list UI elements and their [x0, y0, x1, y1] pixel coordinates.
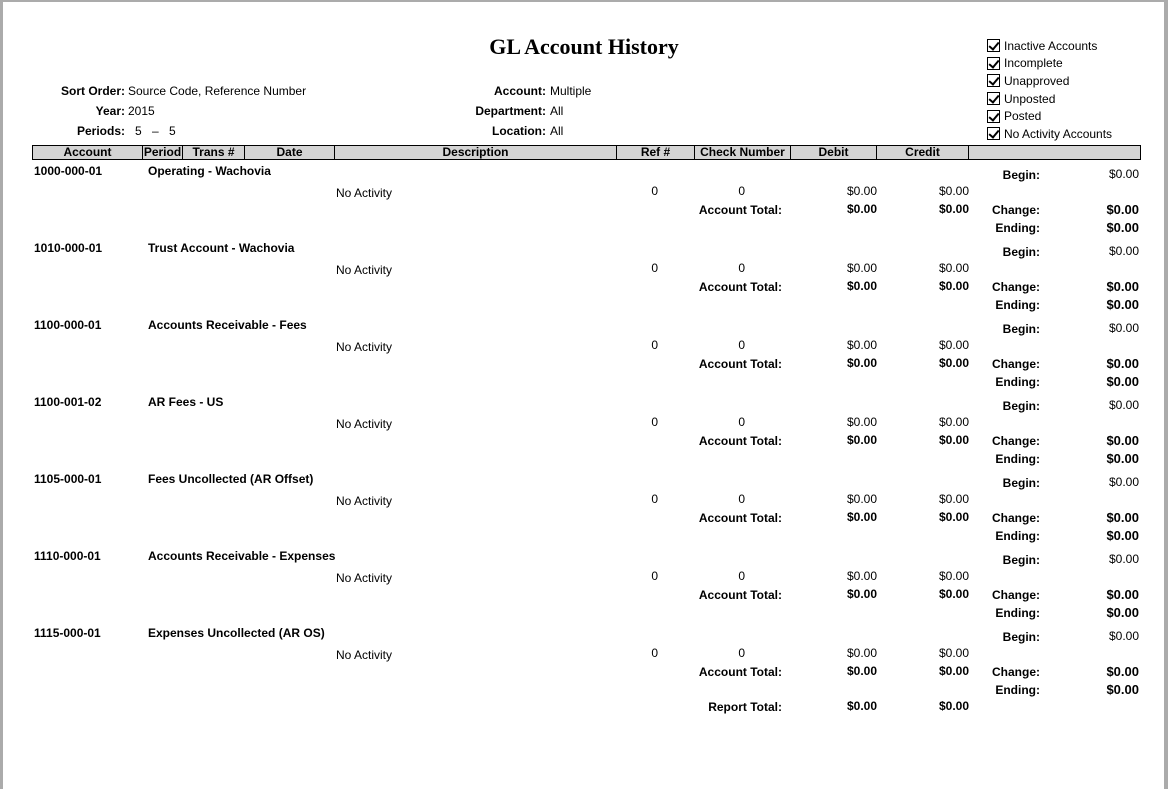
activity-text: No Activity [336, 648, 393, 662]
begin-label: Begin: [1002, 553, 1040, 567]
change-value: $0.00 [1106, 510, 1139, 525]
account-name: AR Fees - US [148, 395, 224, 409]
activity-text: No Activity [336, 340, 393, 354]
account-block [0, 471, 1168, 548]
department-value: All [550, 104, 564, 118]
begin-value: $0.00 [1108, 167, 1139, 181]
change-value: $0.00 [1106, 202, 1139, 217]
account-total-debit: $0.00 [846, 356, 877, 370]
filter-label: No Activity Accounts [1004, 126, 1113, 141]
filter-label: Posted [1004, 109, 1042, 124]
periods-label: Periods: [76, 124, 125, 138]
account-total-label: Account Total: [698, 665, 782, 679]
check-number-value: 0 [738, 646, 745, 660]
begin-value: $0.00 [1108, 629, 1139, 643]
ending-label: Ending: [995, 606, 1040, 620]
location-value: All [550, 124, 564, 138]
column-header-account: Account [33, 146, 143, 159]
begin-value: $0.00 [1108, 475, 1139, 489]
column-header-period: Period [143, 145, 182, 159]
account-block [0, 240, 1168, 317]
change-label: Change: [992, 665, 1040, 679]
filter-label: Unapproved [1004, 73, 1070, 88]
account-name: Accounts Receivable - Expenses [148, 549, 336, 563]
activity-text: No Activity [336, 417, 393, 431]
filter-label: Incomplete [1004, 56, 1063, 71]
report-title: GL Account History [489, 34, 679, 59]
report-total-debit: $0.00 [846, 699, 877, 713]
account-total-label: Account Total: [698, 280, 782, 294]
account-total-credit: $0.00 [938, 510, 969, 524]
column-header-ref: Ref # [617, 146, 695, 159]
account-total-credit: $0.00 [938, 664, 969, 678]
ref-value: 0 [651, 492, 658, 506]
periods-to: 5 [169, 124, 176, 138]
ending-value: $0.00 [1106, 528, 1139, 543]
credit-value: $0.00 [938, 184, 969, 198]
account-total-credit: $0.00 [938, 279, 969, 293]
change-label: Change: [992, 203, 1040, 217]
column-header-trans: Trans # [183, 146, 245, 159]
filter-list [987, 37, 1112, 143]
begin-value: $0.00 [1108, 552, 1139, 566]
check-number-value: 0 [738, 261, 745, 275]
sort-order-label: Sort Order: [60, 84, 125, 98]
account-total-credit: $0.00 [938, 356, 969, 370]
debit-value: $0.00 [846, 415, 877, 429]
begin-value: $0.00 [1108, 244, 1139, 258]
debit-value: $0.00 [846, 569, 877, 583]
account-block [0, 625, 1168, 702]
ending-value: $0.00 [1106, 374, 1139, 389]
begin-value: $0.00 [1108, 398, 1139, 412]
ending-label: Ending: [995, 221, 1040, 235]
begin-label: Begin: [1002, 168, 1040, 182]
account-block [0, 394, 1168, 471]
account-total-credit: $0.00 [938, 433, 969, 447]
filter-label: Inactive Accounts [1004, 38, 1098, 53]
account-number: 1105-000-01 [34, 472, 102, 486]
periods-from: 5 [135, 124, 142, 138]
ref-value: 0 [651, 338, 658, 352]
ending-label: Ending: [995, 452, 1040, 466]
debit-value: $0.00 [846, 338, 877, 352]
ending-value: $0.00 [1106, 682, 1139, 697]
column-header-debit: Debit [791, 146, 877, 159]
account-number: 1010-000-01 [34, 241, 103, 255]
column-header-check-number: Check Number [695, 146, 791, 159]
begin-label: Begin: [1002, 476, 1040, 490]
sort-order-value: Source Code, Reference Number [128, 84, 307, 98]
debit-value: $0.00 [846, 646, 877, 660]
change-label: Change: [992, 434, 1040, 448]
ref-value: 0 [651, 646, 658, 660]
account-number: 1100-001-02 [34, 395, 102, 409]
column-header-date: Date [245, 146, 335, 159]
ending-value: $0.00 [1106, 451, 1139, 466]
column-header-balance [969, 146, 1140, 159]
year-value: 2015 [128, 104, 155, 118]
checkbox-checked-icon [987, 92, 1000, 105]
column-header-bar [32, 145, 1141, 160]
change-label: Change: [992, 357, 1040, 371]
account-total-debit: $0.00 [846, 279, 877, 293]
change-label: Change: [992, 280, 1040, 294]
account-total-debit: $0.00 [846, 664, 877, 678]
account-block [0, 548, 1168, 625]
account-number: 1115-000-01 [34, 626, 101, 640]
check-number-value: 0 [738, 415, 745, 429]
account-number: 1000-000-01 [34, 164, 103, 178]
debit-value: $0.00 [846, 261, 877, 275]
column-header-description: Description [335, 146, 617, 159]
filter-posted [987, 107, 1112, 125]
column-header-credit: Credit [877, 146, 969, 159]
activity-text: No Activity [336, 571, 393, 585]
account-name: Accounts Receivable - Fees [148, 318, 307, 332]
activity-text: No Activity [336, 263, 393, 277]
credit-value: $0.00 [938, 415, 969, 429]
checkbox-checked-icon [987, 127, 1000, 140]
filter-incomplete [987, 55, 1112, 73]
change-value: $0.00 [1106, 356, 1139, 371]
activity-text: No Activity [336, 186, 393, 200]
filter-label: Unposted [1004, 91, 1056, 106]
account-total-credit: $0.00 [938, 202, 969, 216]
credit-value: $0.00 [938, 261, 969, 275]
account-total-credit: $0.00 [938, 587, 969, 601]
year-label: Year: [95, 104, 125, 118]
check-number-value: 0 [738, 338, 745, 352]
ending-value: $0.00 [1106, 605, 1139, 620]
account-name: Expenses Uncollected (AR OS) [148, 626, 325, 640]
account-value: Multiple [550, 84, 592, 98]
account-total-label: Account Total: [698, 203, 782, 217]
account-total-label: Account Total: [698, 588, 782, 602]
begin-label: Begin: [1002, 399, 1040, 413]
ref-value: 0 [651, 569, 658, 583]
change-label: Change: [992, 588, 1040, 602]
account-name: Fees Uncollected (AR Offset) [148, 472, 314, 486]
ending-value: $0.00 [1106, 220, 1139, 235]
begin-label: Begin: [1002, 322, 1040, 336]
account-label: Account: [494, 84, 546, 98]
account-name: Operating - Wachovia [148, 164, 271, 178]
ending-label: Ending: [995, 298, 1040, 312]
checkbox-checked-icon [987, 39, 1000, 52]
account-total-debit: $0.00 [846, 202, 877, 216]
begin-label: Begin: [1002, 245, 1040, 259]
credit-value: $0.00 [938, 646, 969, 660]
debit-value: $0.00 [846, 492, 877, 506]
filter-unposted [987, 90, 1112, 108]
periods-separator: – [152, 124, 159, 138]
checkbox-checked-icon [987, 57, 1000, 70]
check-number-value: 0 [738, 569, 745, 583]
account-total-debit: $0.00 [846, 433, 877, 447]
filter-no-activity-accounts [987, 125, 1112, 143]
change-value: $0.00 [1106, 433, 1139, 448]
change-value: $0.00 [1106, 587, 1139, 602]
report-total-credit: $0.00 [938, 699, 969, 713]
change-value: $0.00 [1106, 664, 1139, 679]
credit-value: $0.00 [938, 338, 969, 352]
account-number: 1110-000-01 [34, 549, 101, 563]
report-total-label: Report Total: [708, 700, 782, 714]
checkbox-checked-icon [987, 110, 1000, 123]
ending-label: Ending: [995, 529, 1040, 543]
change-value: $0.00 [1106, 279, 1139, 294]
begin-value: $0.00 [1108, 321, 1139, 335]
account-total-label: Account Total: [698, 434, 782, 448]
account-total-debit: $0.00 [846, 510, 877, 524]
filter-inactive-accounts [987, 37, 1112, 55]
check-number-value: 0 [738, 492, 745, 506]
ending-label: Ending: [995, 375, 1040, 389]
account-block [0, 317, 1168, 394]
account-number: 1100-000-01 [34, 318, 102, 332]
filter-unapproved [987, 72, 1112, 90]
begin-label: Begin: [1002, 630, 1040, 644]
ending-value: $0.00 [1106, 297, 1139, 312]
account-block [0, 163, 1168, 240]
change-label: Change: [992, 511, 1040, 525]
account-total-label: Account Total: [698, 511, 782, 525]
ref-value: 0 [651, 415, 658, 429]
checkbox-checked-icon [987, 74, 1000, 87]
credit-value: $0.00 [938, 569, 969, 583]
account-total-label: Account Total: [698, 357, 782, 371]
check-number-value: 0 [738, 184, 745, 198]
account-total-debit: $0.00 [846, 587, 877, 601]
account-name: Trust Account - Wachovia [148, 241, 295, 255]
activity-text: No Activity [336, 494, 393, 508]
ref-value: 0 [651, 184, 658, 198]
location-label: Location: [492, 124, 546, 138]
ref-value: 0 [651, 261, 658, 275]
credit-value: $0.00 [938, 492, 969, 506]
department-label: Department: [475, 104, 546, 118]
ending-label: Ending: [995, 683, 1040, 697]
debit-value: $0.00 [846, 184, 877, 198]
